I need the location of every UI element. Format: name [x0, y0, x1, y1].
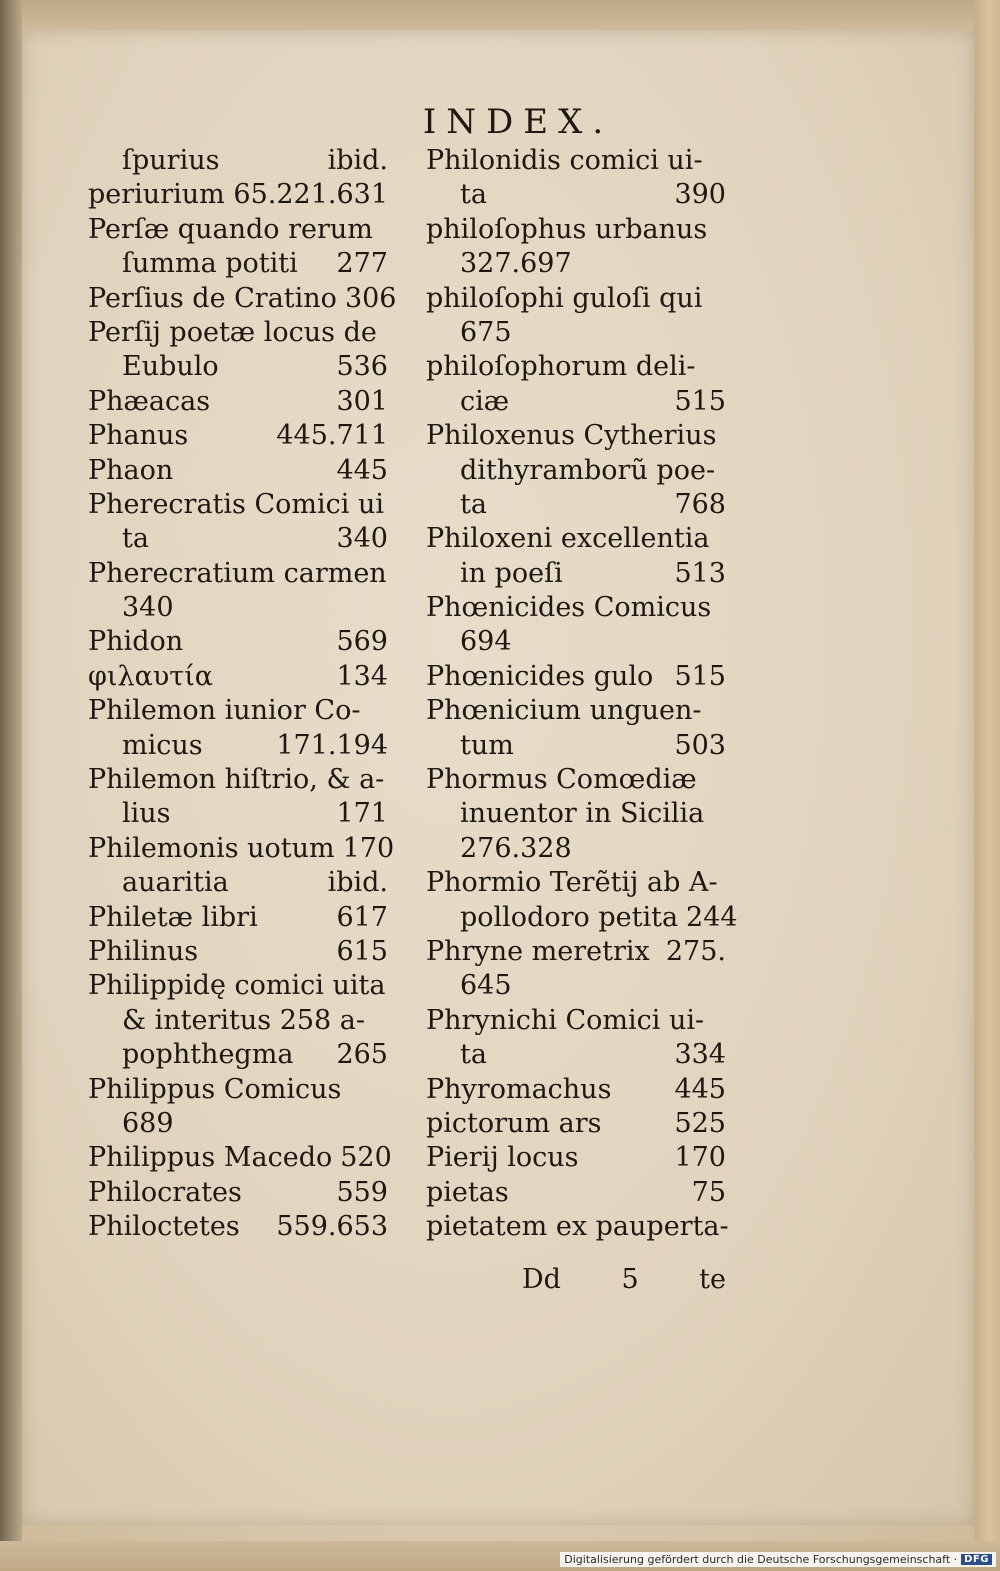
- index-page-ref: 340: [336, 523, 388, 555]
- index-term: Perſius de Cratino: [88, 282, 337, 314]
- index-entry: [88, 178, 388, 212]
- index-term: ta: [460, 179, 487, 211]
- index-entry: [88, 694, 388, 728]
- index-entry: [426, 1004, 726, 1038]
- page-title: INDEX.: [422, 102, 614, 142]
- index-page-ref: ibid.: [327, 867, 388, 899]
- index-page-ref: 301: [336, 385, 388, 417]
- index-page-ref: 615: [336, 935, 388, 967]
- index-entry: [426, 350, 726, 384]
- index-page-ref: 525: [674, 1107, 726, 1139]
- index-term: Perſæ quando rerum: [88, 213, 373, 245]
- index-term: ciæ: [460, 385, 510, 417]
- digitization-footer: [560, 1552, 996, 1567]
- index-page-ref: 569: [336, 626, 388, 658]
- index-term: Phœnicium unguen-: [426, 695, 702, 727]
- index-page-ref: 503: [674, 729, 726, 761]
- index-term: ta: [460, 488, 487, 520]
- index-term: Pherecratis Comici ui: [88, 488, 384, 520]
- index-entry: [88, 316, 388, 350]
- index-term: Perſij poetæ locus de: [88, 316, 377, 348]
- index-term: Eubulo: [122, 351, 219, 383]
- index-entry: [88, 797, 388, 831]
- footer-text: Digitalisierung gefördert durch die Deutsche Forschungsgemeinschaft ·: [564, 1553, 958, 1566]
- index-term: Pierij locus: [426, 1142, 579, 1174]
- index-term: ſpurius: [122, 145, 220, 176]
- index-term: Phœnicides Comicus: [426, 592, 712, 624]
- index-term: Philippus Comicus: [88, 1073, 342, 1105]
- index-page-ref: ibid.: [327, 145, 388, 176]
- index-entry: [426, 660, 726, 694]
- index-page-ref: 277: [336, 248, 388, 280]
- index-term: pictorum ars: [426, 1107, 602, 1139]
- index-entry: [88, 832, 395, 866]
- index-term: philoſophi guloſi qui: [426, 282, 703, 314]
- index-term: Philemon hiſtrio, & a-: [88, 764, 385, 796]
- index-term: periurium: [88, 179, 225, 211]
- index-entry: [88, 1210, 388, 1244]
- index-entry: [88, 866, 388, 900]
- index-term: tum: [460, 729, 514, 761]
- index-term: Pherecratium carmen: [88, 557, 387, 589]
- index-term: Philippidę comici uita: [88, 970, 386, 1002]
- index-entry: [88, 144, 388, 178]
- index-term: φιλαυτία: [88, 660, 214, 692]
- index-page-ref: 275.: [665, 935, 726, 967]
- index-term: 276.328: [460, 832, 572, 864]
- index-term: Philoctetes: [88, 1211, 240, 1243]
- index-page-ref: 244: [686, 901, 738, 933]
- index-entry: [88, 454, 388, 488]
- index-term: auaritia: [122, 867, 229, 899]
- index-entry: [426, 316, 726, 350]
- index-page-ref: 559: [336, 1176, 388, 1208]
- index-entry: [88, 213, 388, 247]
- index-term: pietatem ex pauperta-: [426, 1211, 729, 1243]
- index-entry: [426, 591, 726, 625]
- index-column-right: [426, 144, 738, 1245]
- index-entry: [88, 247, 388, 281]
- index-entry: [426, 419, 726, 453]
- index-term: Phryne meretrix: [426, 935, 650, 967]
- index-entry: [426, 625, 726, 659]
- index-term: Phanus: [88, 420, 189, 452]
- index-term: Phœnicides gulo: [426, 660, 654, 692]
- index-entry: [88, 350, 388, 384]
- index-term: Phormio Terẽtij ab A-: [426, 867, 718, 899]
- signature-number: 5: [621, 1264, 639, 1295]
- index-entry: [88, 282, 397, 316]
- index-term: 689: [122, 1107, 174, 1139]
- index-page-ref: 445.711: [276, 420, 388, 452]
- index-entry: [88, 1004, 388, 1038]
- index-term: Philemonis uotum: [88, 832, 335, 864]
- index-entry: [88, 1141, 392, 1175]
- index-term: Phrynichi Comici ui-: [426, 1004, 705, 1036]
- index-entry: [426, 935, 726, 969]
- index-entry: [426, 488, 726, 522]
- index-entry: [88, 901, 388, 935]
- catchline: [522, 1264, 726, 1295]
- index-entry: [426, 1107, 726, 1141]
- index-entry: [426, 1176, 726, 1210]
- index-term: inuentor in Sicilia: [460, 798, 705, 830]
- index-term: pollodoro petita: [460, 901, 679, 933]
- index-term: pietas: [426, 1176, 509, 1208]
- index-entry: [88, 763, 388, 797]
- index-term: Philippus Macedo: [88, 1142, 333, 1174]
- index-page-ref: 559.653: [276, 1211, 388, 1243]
- index-entry: [88, 557, 388, 591]
- index-term: micus: [122, 729, 203, 761]
- index-column-left: [88, 144, 397, 1245]
- index-page-ref: 170: [342, 832, 395, 864]
- index-entry: [426, 247, 726, 281]
- index-entry: [426, 1210, 729, 1244]
- index-page-ref: 520: [340, 1142, 392, 1174]
- index-term: Philemon iunior Co-: [88, 695, 361, 727]
- index-entry: [426, 729, 726, 763]
- index-entry: [426, 282, 726, 316]
- index-entry: [426, 763, 726, 797]
- index-entry: [426, 797, 726, 831]
- index-page-ref: 536: [336, 351, 388, 383]
- index-term: Phyromachus: [426, 1073, 612, 1105]
- index-term: in poeſi: [460, 557, 563, 589]
- index-term: Philoxeni excellentia: [426, 523, 710, 555]
- index-term: & interitus 258 a-: [122, 1004, 366, 1036]
- page-right-edge: [974, 0, 1000, 1571]
- index-entry: [88, 488, 388, 522]
- index-entry: [426, 213, 726, 247]
- index-entry: [426, 522, 726, 556]
- index-term: Phormus Comœdiæ: [426, 764, 697, 796]
- index-entry: [88, 935, 388, 969]
- index-term: Philinus: [88, 935, 199, 967]
- index-entry: [88, 1073, 388, 1107]
- index-page-ref: 617: [336, 901, 388, 933]
- index-entry: [426, 557, 726, 591]
- index-entry: [426, 178, 726, 212]
- index-page-ref: 445: [674, 1073, 726, 1105]
- index-page-ref: 513: [674, 557, 726, 589]
- index-entry: [88, 385, 388, 419]
- catchword: te: [699, 1264, 726, 1295]
- index-page-ref: 306: [344, 282, 397, 314]
- index-term: Phæacas: [88, 385, 211, 417]
- index-entry: [88, 1107, 388, 1141]
- index-term: Philetæ libri: [88, 901, 258, 933]
- index-term: 645: [460, 970, 512, 1002]
- index-entry: [426, 1038, 726, 1072]
- index-entry: [426, 832, 726, 866]
- index-entry: [88, 729, 388, 763]
- index-term: Phidon: [88, 626, 184, 658]
- index-entry: [426, 901, 738, 935]
- index-page-ref: 334: [674, 1039, 726, 1071]
- index-entry: [88, 660, 388, 694]
- index-term: philoſophus urbanus: [426, 213, 708, 245]
- index-page-ref: 768: [674, 488, 726, 520]
- index-term: pophthegma: [122, 1039, 294, 1071]
- index-page-ref: 390: [674, 179, 726, 211]
- index-entry: [88, 419, 388, 453]
- index-term: Philocrates: [88, 1176, 242, 1208]
- index-entry: [426, 1073, 726, 1107]
- index-entry: [88, 591, 388, 625]
- index-term: Philoxenus Cytherius: [426, 420, 717, 452]
- index-entry: [426, 694, 726, 728]
- index-page-ref: 515: [674, 385, 726, 417]
- index-entry: [88, 625, 388, 659]
- index-entry: [426, 1141, 726, 1175]
- dfg-logo-icon: DFG: [961, 1554, 992, 1565]
- index-page-ref: 171.194: [276, 729, 388, 761]
- index-term: Philonidis comici ui-: [426, 145, 703, 176]
- index-entry: [426, 454, 726, 488]
- index-entry: [426, 144, 726, 178]
- index-term: ta: [122, 523, 149, 555]
- index-entry: [88, 1176, 388, 1210]
- index-term: ſumma potiti: [122, 248, 298, 280]
- index-page-ref: 171: [336, 798, 388, 830]
- index-term: Phaon: [88, 454, 174, 486]
- index-page-ref: 75: [691, 1176, 726, 1208]
- index-term: philoſophorum deli-: [426, 351, 696, 383]
- index-entry: [426, 385, 726, 419]
- index-term: dithyramborũ poe-: [460, 454, 716, 486]
- index-entry: [426, 866, 726, 900]
- index-term: 327.697: [460, 248, 572, 280]
- index-page-ref: 65.221.631: [233, 179, 388, 211]
- index-entry: [88, 1038, 388, 1072]
- signature-mark: Dd: [522, 1264, 561, 1295]
- index-page-ref: 265: [336, 1039, 388, 1071]
- index-page-ref: 134: [336, 660, 388, 692]
- index-term: lius: [122, 798, 171, 830]
- index-page: [22, 30, 974, 1525]
- index-entry: [88, 969, 388, 1003]
- index-page-ref: 515: [674, 660, 726, 692]
- page-top-edge: [0, 0, 1000, 30]
- index-page-ref: 445: [336, 454, 388, 486]
- index-term: 675: [460, 316, 512, 348]
- index-term: ta: [460, 1039, 487, 1071]
- index-term: 694: [460, 626, 512, 658]
- index-term: 340: [122, 592, 174, 624]
- index-entry: [88, 522, 388, 556]
- index-page-ref: 170: [674, 1142, 726, 1174]
- index-entry: [426, 969, 726, 1003]
- book-spine-edge: [0, 0, 22, 1571]
